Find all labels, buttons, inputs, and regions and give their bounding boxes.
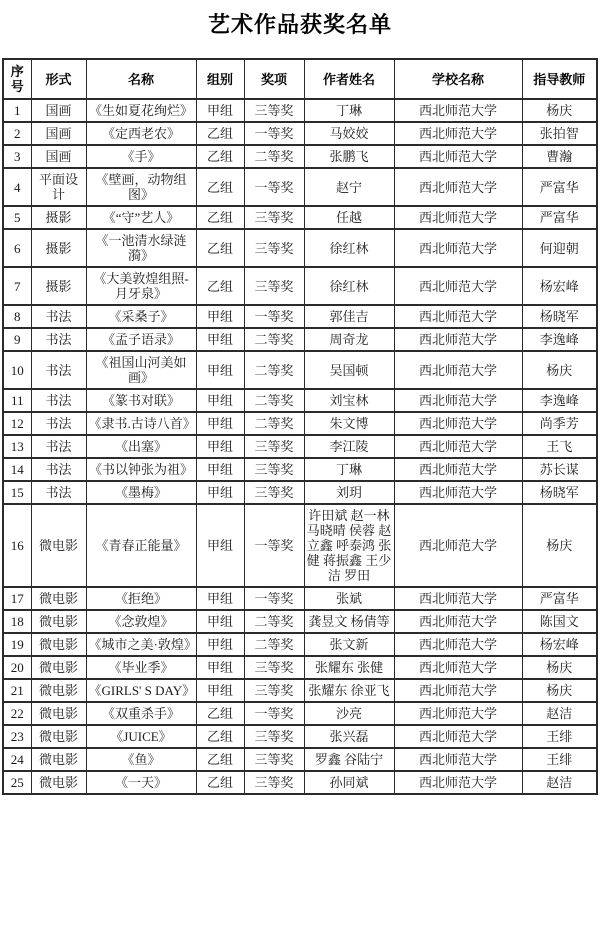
table-cell: 西北师范大学	[394, 633, 522, 656]
column-header-2: 名称	[86, 59, 196, 99]
table-row	[3, 145, 597, 168]
page-title: 艺术作品获奖名单	[207, 12, 392, 37]
table-cell: 一等奖	[244, 587, 304, 610]
table-cell: 一等奖	[244, 702, 304, 725]
table-cell: 严富华	[522, 206, 597, 229]
table-row	[3, 702, 597, 725]
table-row	[3, 206, 597, 229]
table-row	[3, 748, 597, 771]
table-cell: 杨庆	[522, 99, 597, 122]
table-cell: 22	[3, 702, 31, 725]
table-cell: 二等奖	[244, 351, 304, 389]
table-cell: 杨庆	[522, 679, 597, 702]
table-cell: 摄影	[31, 267, 86, 305]
table-cell: 西北师范大学	[394, 610, 522, 633]
table-cell: 张耀东 徐亚飞	[304, 679, 394, 702]
table-cell: 《手》	[86, 145, 196, 168]
award-table	[2, 58, 598, 795]
table-cell: 杨庆	[522, 656, 597, 679]
table-cell: 甲组	[196, 305, 244, 328]
table-cell: 甲组	[196, 504, 244, 587]
table-cell: 《GIRLS' S DAY》	[86, 679, 196, 702]
table-body	[3, 99, 597, 794]
table-cell: 杨宏峰	[522, 633, 597, 656]
table-cell: 一等奖	[244, 305, 304, 328]
table-cell: 甲组	[196, 328, 244, 351]
table-cell: 甲组	[196, 633, 244, 656]
table-row	[3, 351, 597, 389]
table-cell: 7	[3, 267, 31, 305]
table-cell: 三等奖	[244, 267, 304, 305]
table-cell: 西北师范大学	[394, 587, 522, 610]
table-cell: 国画	[31, 122, 86, 145]
table-cell: 微电影	[31, 725, 86, 748]
table-cell: 西北师范大学	[394, 145, 522, 168]
table-cell: 微电影	[31, 504, 86, 587]
table-cell: 西北师范大学	[394, 328, 522, 351]
table-cell: 乙组	[196, 145, 244, 168]
table-cell: 周奇龙	[304, 328, 394, 351]
table-cell: 西北师范大学	[394, 267, 522, 305]
table-cell: 18	[3, 610, 31, 633]
table-cell: 三等奖	[244, 748, 304, 771]
column-header-3: 组别	[196, 59, 244, 99]
table-cell: 《鱼》	[86, 748, 196, 771]
table-row	[3, 122, 597, 145]
table-cell: 许田斌 赵一林 马晓晴 侯蓉 赵立鑫 呼泰鸿 张健 蒋振鑫 王少洁 罗田	[304, 504, 394, 587]
table-cell: 王绯	[522, 725, 597, 748]
table-cell: 《生如夏花绚烂》	[86, 99, 196, 122]
table-cell: 赵洁	[522, 702, 597, 725]
table-cell: 甲组	[196, 99, 244, 122]
table-cell: 甲组	[196, 435, 244, 458]
table-cell: 西北师范大学	[394, 389, 522, 412]
table-row	[3, 656, 597, 679]
table-cell: 任越	[304, 206, 394, 229]
table-cell: 乙组	[196, 206, 244, 229]
table-cell: 13	[3, 435, 31, 458]
column-header-5: 作者姓名	[304, 59, 394, 99]
table-cell: 微电影	[31, 679, 86, 702]
table-row	[3, 771, 597, 794]
table-cell: 何迎朝	[522, 229, 597, 267]
table-cell: 西北师范大学	[394, 435, 522, 458]
table-cell: 21	[3, 679, 31, 702]
table-cell: 5	[3, 206, 31, 229]
table-cell: 乙组	[196, 748, 244, 771]
table-cell: 孙同斌	[304, 771, 394, 794]
table-cell: 尚季芳	[522, 412, 597, 435]
table-cell: 平面设计	[31, 168, 86, 206]
table-cell: 19	[3, 633, 31, 656]
column-header-0: 序号	[3, 59, 31, 99]
table-cell: 《双重杀手》	[86, 702, 196, 725]
table-cell: 《书以钟张为祖》	[86, 458, 196, 481]
table-cell: 书法	[31, 481, 86, 504]
table-cell: 三等奖	[244, 481, 304, 504]
table-row	[3, 679, 597, 702]
table-cell: 国画	[31, 145, 86, 168]
table-cell: 15	[3, 481, 31, 504]
table-cell: 李逸峰	[522, 328, 597, 351]
table-cell: 1	[3, 99, 31, 122]
table-cell: 6	[3, 229, 31, 267]
table-cell: 《墨梅》	[86, 481, 196, 504]
table-cell: 《篆书对联》	[86, 389, 196, 412]
column-header-6: 学校名称	[394, 59, 522, 99]
table-cell: 《出塞》	[86, 435, 196, 458]
table-cell: 朱文博	[304, 412, 394, 435]
table-cell: 王飞	[522, 435, 597, 458]
table-cell: 陈国文	[522, 610, 597, 633]
table-row	[3, 587, 597, 610]
table-cell: 西北师范大学	[394, 305, 522, 328]
table-cell: 摄影	[31, 229, 86, 267]
table-cell: 14	[3, 458, 31, 481]
table-row	[3, 412, 597, 435]
table-cell: 16	[3, 504, 31, 587]
table-cell: 二等奖	[244, 412, 304, 435]
table-cell: 微电影	[31, 656, 86, 679]
table-row	[3, 229, 597, 267]
header-row	[3, 59, 597, 99]
table-cell: 《孟子语录》	[86, 328, 196, 351]
table-cell: 杨晓军	[522, 305, 597, 328]
table-cell: 丁琳	[304, 99, 394, 122]
table-cell: 乙组	[196, 267, 244, 305]
table-cell: 甲组	[196, 679, 244, 702]
table-cell: 西北师范大学	[394, 122, 522, 145]
table-cell: 12	[3, 412, 31, 435]
table-cell: 王绯	[522, 748, 597, 771]
table-cell: 张文新	[304, 633, 394, 656]
table-cell: 西北师范大学	[394, 458, 522, 481]
table-row	[3, 610, 597, 633]
table-cell: 《“守”艺人》	[86, 206, 196, 229]
table-cell: 张斌	[304, 587, 394, 610]
table-cell: 李逸峰	[522, 389, 597, 412]
table-cell: 《大美敦煌组照-月牙泉》	[86, 267, 196, 305]
table-cell: 赵宁	[304, 168, 394, 206]
table-cell: 9	[3, 328, 31, 351]
table-cell: 8	[3, 305, 31, 328]
table-cell: 微电影	[31, 702, 86, 725]
table-cell: 书法	[31, 435, 86, 458]
table-cell: 甲组	[196, 610, 244, 633]
table-row	[3, 389, 597, 412]
table-row	[3, 504, 597, 587]
table-cell: 书法	[31, 389, 86, 412]
table-cell: 24	[3, 748, 31, 771]
table-cell: 三等奖	[244, 435, 304, 458]
table-cell: 三等奖	[244, 771, 304, 794]
table-cell: 西北师范大学	[394, 725, 522, 748]
table-cell: 微电影	[31, 587, 86, 610]
table-row	[3, 267, 597, 305]
table-cell: 25	[3, 771, 31, 794]
table-cell: 乙组	[196, 168, 244, 206]
table-cell: 西北师范大学	[394, 99, 522, 122]
table-cell: 徐红林	[304, 229, 394, 267]
table-cell: 西北师范大学	[394, 351, 522, 389]
table-cell: 乙组	[196, 725, 244, 748]
table-cell: 书法	[31, 412, 86, 435]
table-cell: 3	[3, 145, 31, 168]
table-cell: 西北师范大学	[394, 412, 522, 435]
table-cell: 张兴磊	[304, 725, 394, 748]
table-cell: 二等奖	[244, 633, 304, 656]
table-cell: 甲组	[196, 389, 244, 412]
table-cell: 甲组	[196, 458, 244, 481]
table-cell: 徐红林	[304, 267, 394, 305]
table-cell: 微电影	[31, 748, 86, 771]
table-cell: 西北师范大学	[394, 748, 522, 771]
table-cell: 乙组	[196, 122, 244, 145]
table-cell: 二等奖	[244, 389, 304, 412]
table-cell: 《祖国山河美如画》	[86, 351, 196, 389]
table-cell: 一等奖	[244, 168, 304, 206]
table-cell: 《城市之美·敦煌》	[86, 633, 196, 656]
table-cell: 龚昱文 杨倩等	[304, 610, 394, 633]
table-cell: 三等奖	[244, 206, 304, 229]
table-header	[3, 59, 597, 99]
table-cell: 一等奖	[244, 122, 304, 145]
table-cell: 《隶书.古诗八首》	[86, 412, 196, 435]
table-cell: 李江陵	[304, 435, 394, 458]
table-cell: 西北师范大学	[394, 702, 522, 725]
table-cell: 张鹏飞	[304, 145, 394, 168]
table-cell: 郭佳吉	[304, 305, 394, 328]
table-cell: 《采桑子》	[86, 305, 196, 328]
table-row	[3, 168, 597, 206]
table-cell: 4	[3, 168, 31, 206]
table-cell: 一等奖	[244, 504, 304, 587]
table-cell: 苏长谋	[522, 458, 597, 481]
table-cell: 西北师范大学	[394, 656, 522, 679]
table-cell: 《拒绝》	[86, 587, 196, 610]
table-cell: 西北师范大学	[394, 206, 522, 229]
table-cell: 《壁画，动物组图》	[86, 168, 196, 206]
table-cell: 甲组	[196, 351, 244, 389]
table-cell: 书法	[31, 305, 86, 328]
table-cell: 杨宏峰	[522, 267, 597, 305]
table-cell: 二等奖	[244, 145, 304, 168]
table-row	[3, 633, 597, 656]
table-cell: 丁琳	[304, 458, 394, 481]
table-cell: 二等奖	[244, 328, 304, 351]
table-cell: 乙组	[196, 771, 244, 794]
table-cell: 《念敦煌》	[86, 610, 196, 633]
table-cell: 马姣姣	[304, 122, 394, 145]
table-cell: 严富华	[522, 168, 597, 206]
column-header-1: 形式	[31, 59, 86, 99]
table-cell: 沙亮	[304, 702, 394, 725]
table-cell: 《一池清水绿涟漪》	[86, 229, 196, 267]
table-cell: 严富华	[522, 587, 597, 610]
table-cell: 17	[3, 587, 31, 610]
table-cell: 《一天》	[86, 771, 196, 794]
table-cell: 西北师范大学	[394, 679, 522, 702]
table-cell: 罗鑫 谷陆宁	[304, 748, 394, 771]
table-row	[3, 99, 597, 122]
table-cell: 书法	[31, 351, 86, 389]
table-cell: 《青春正能量》	[86, 504, 196, 587]
table-cell: 刘玥	[304, 481, 394, 504]
table-cell: 《定西老农》	[86, 122, 196, 145]
table-cell: 西北师范大学	[394, 504, 522, 587]
table-row	[3, 481, 597, 504]
table-cell: 乙组	[196, 229, 244, 267]
table-cell: 三等奖	[244, 229, 304, 267]
table-row	[3, 305, 597, 328]
column-header-7: 指导教师	[522, 59, 597, 99]
table-cell: 23	[3, 725, 31, 748]
table-cell: 张拍智	[522, 122, 597, 145]
table-cell: 书法	[31, 328, 86, 351]
table-cell: 国画	[31, 99, 86, 122]
table-cell: 西北师范大学	[394, 168, 522, 206]
table-cell: 甲组	[196, 412, 244, 435]
table-row	[3, 458, 597, 481]
table-cell: 书法	[31, 458, 86, 481]
table-cell: 三等奖	[244, 99, 304, 122]
table-cell: 杨庆	[522, 504, 597, 587]
table-cell: 微电影	[31, 610, 86, 633]
table-cell: 曹瀚	[522, 145, 597, 168]
table-cell: 微电影	[31, 771, 86, 794]
table-cell: 二等奖	[244, 610, 304, 633]
table-cell: 杨庆	[522, 351, 597, 389]
table-cell: 《毕业季》	[86, 656, 196, 679]
table-cell: 吴国顿	[304, 351, 394, 389]
column-header-4: 奖项	[244, 59, 304, 99]
table-row	[3, 328, 597, 351]
table-row	[3, 725, 597, 748]
table-cell: 甲组	[196, 587, 244, 610]
table-cell: 《JUICE》	[86, 725, 196, 748]
table-cell: 10	[3, 351, 31, 389]
table-cell: 赵洁	[522, 771, 597, 794]
table-cell: 三等奖	[244, 656, 304, 679]
table-cell: 微电影	[31, 633, 86, 656]
table-cell: 刘宝林	[304, 389, 394, 412]
table-cell: 甲组	[196, 481, 244, 504]
table-cell: 2	[3, 122, 31, 145]
table-cell: 甲组	[196, 656, 244, 679]
table-cell: 乙组	[196, 702, 244, 725]
table-cell: 20	[3, 656, 31, 679]
table-cell: 三等奖	[244, 679, 304, 702]
table-cell: 西北师范大学	[394, 481, 522, 504]
table-cell: 三等奖	[244, 725, 304, 748]
table-cell: 摄影	[31, 206, 86, 229]
table-cell: 三等奖	[244, 458, 304, 481]
table-row	[3, 435, 597, 458]
table-cell: 张耀东 张健	[304, 656, 394, 679]
table-cell: 11	[3, 389, 31, 412]
table-cell: 西北师范大学	[394, 771, 522, 794]
table-cell: 西北师范大学	[394, 229, 522, 267]
table-cell: 杨晓军	[522, 481, 597, 504]
